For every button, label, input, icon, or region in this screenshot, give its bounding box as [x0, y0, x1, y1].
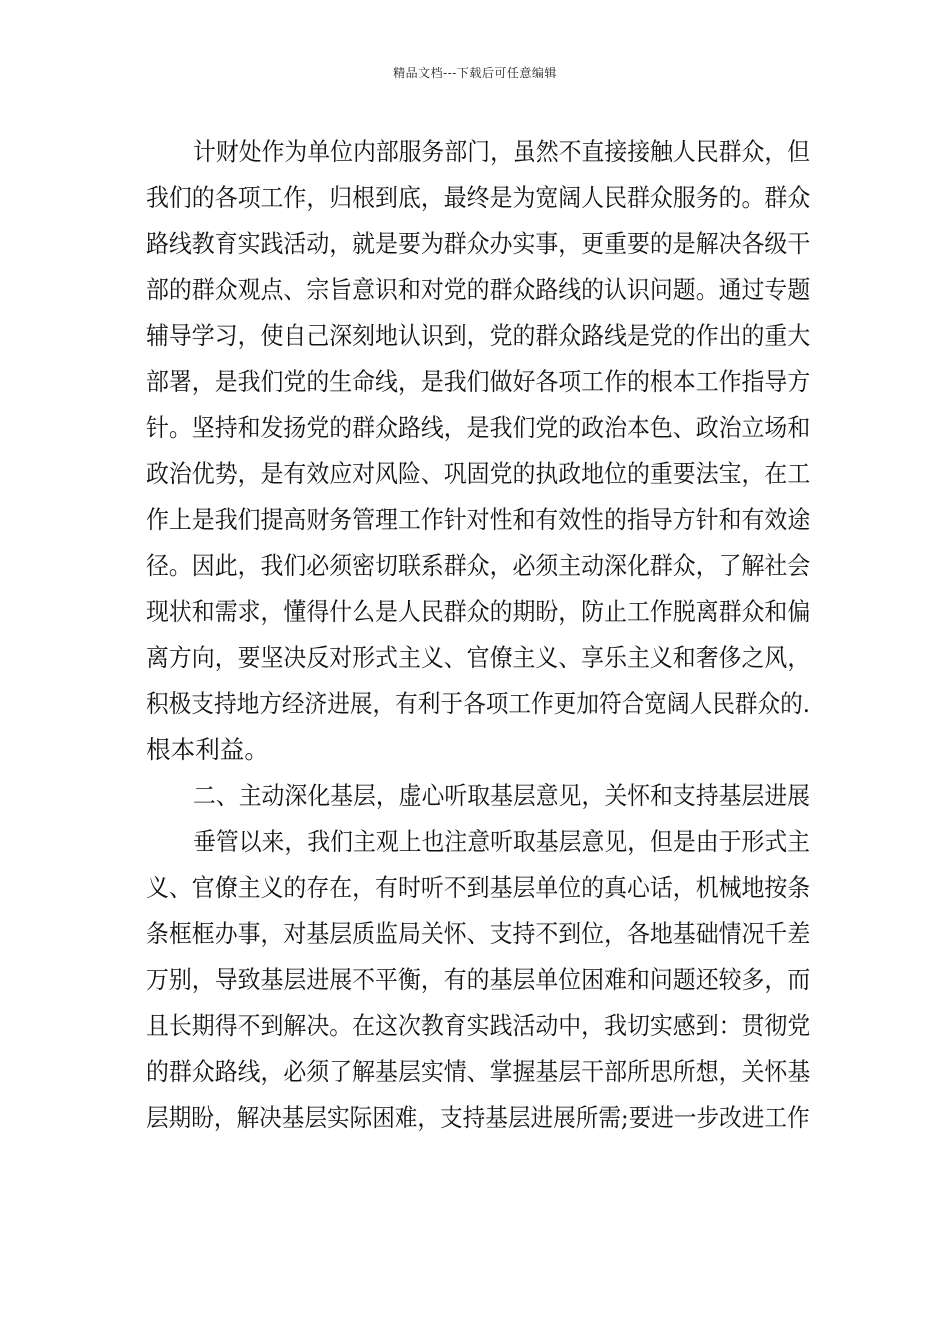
paragraph-line: 作上是我们提高财务管理工作针对性和有效性的指导方针和有效途	[146, 505, 811, 534]
paragraph-line: 的群众路线，必须了解基层实情、掌握基层干部所思所想，关怀基	[146, 1057, 811, 1086]
paragraph-line: 针。坚持和发扬党的群众路线，是我们党的政治本色、政治立场和	[146, 413, 811, 442]
paragraph-line: 部署，是我们党的生命线，是我们做好各项工作的根本工作指导方	[146, 367, 811, 396]
paragraph-line: 垂管以来，我们主观上也注意听取基层意见，但是由于形式主	[193, 827, 811, 856]
paragraph-line: 且长期得不到解决。在这次教育实践活动中，我切实感到：贯彻党	[146, 1011, 811, 1040]
paragraph-line: 万别，导致基层进展不平衡，有的基层单位困难和问题还较多，而	[146, 965, 811, 994]
paragraph-line: 积极支持地方经济进展，有利于各项工作更加符合宽阔人民群众的.	[146, 689, 811, 718]
paragraph-line: 部的群众观点、宗旨意识和对党的群众路线的认识问题。通过专题	[146, 275, 811, 304]
paragraph-line: 离方向，要坚决反对形式主义、官僚主义、享乐主义和奢侈之风，	[146, 643, 811, 672]
section-heading: 二、主动深化基层，虚心听取基层意见，关怀和支持基层进展	[193, 781, 811, 810]
paragraph-line: 径。因此，我们必须密切联系群众，必须主动深化群众，了解社会	[146, 551, 811, 580]
paragraph-line: 辅导学习，使自己深刻地认识到，党的群众路线是党的作出的重大	[146, 321, 811, 350]
paragraph-line: 路线教育实践活动，就是要为群众办实事，更重要的是解决各级干	[146, 229, 811, 258]
paragraph-line: 层期盼，解决基层实际困难，支持基层进展所需;要进一步改进工作	[146, 1103, 810, 1132]
paragraph-line: 计财处作为单位内部服务部门，虽然不直接接触人民群众，但	[193, 137, 811, 166]
paragraph-line: 义、官僚主义的存在，有时听不到基层单位的真心话，机械地按条	[146, 873, 811, 902]
paragraph-line: 现状和需求，懂得什么是人民群众的期盼，防止工作脱离群众和偏	[146, 597, 811, 626]
paragraph-line: 政治优势，是有效应对风险、巩固党的执政地位的重要法宝，在工	[146, 459, 811, 488]
paragraph-line: 我们的各项工作，归根到底，最终是为宽阔人民群众服务的。群众	[146, 183, 811, 212]
page-header: 精品文档---下载后可任意编辑	[393, 66, 557, 80]
paragraph-line: 条框框办事，对基层质监局关怀、支持不到位，各地基础情况千差	[146, 919, 811, 948]
paragraph-line: 根本利益。	[146, 735, 269, 764]
